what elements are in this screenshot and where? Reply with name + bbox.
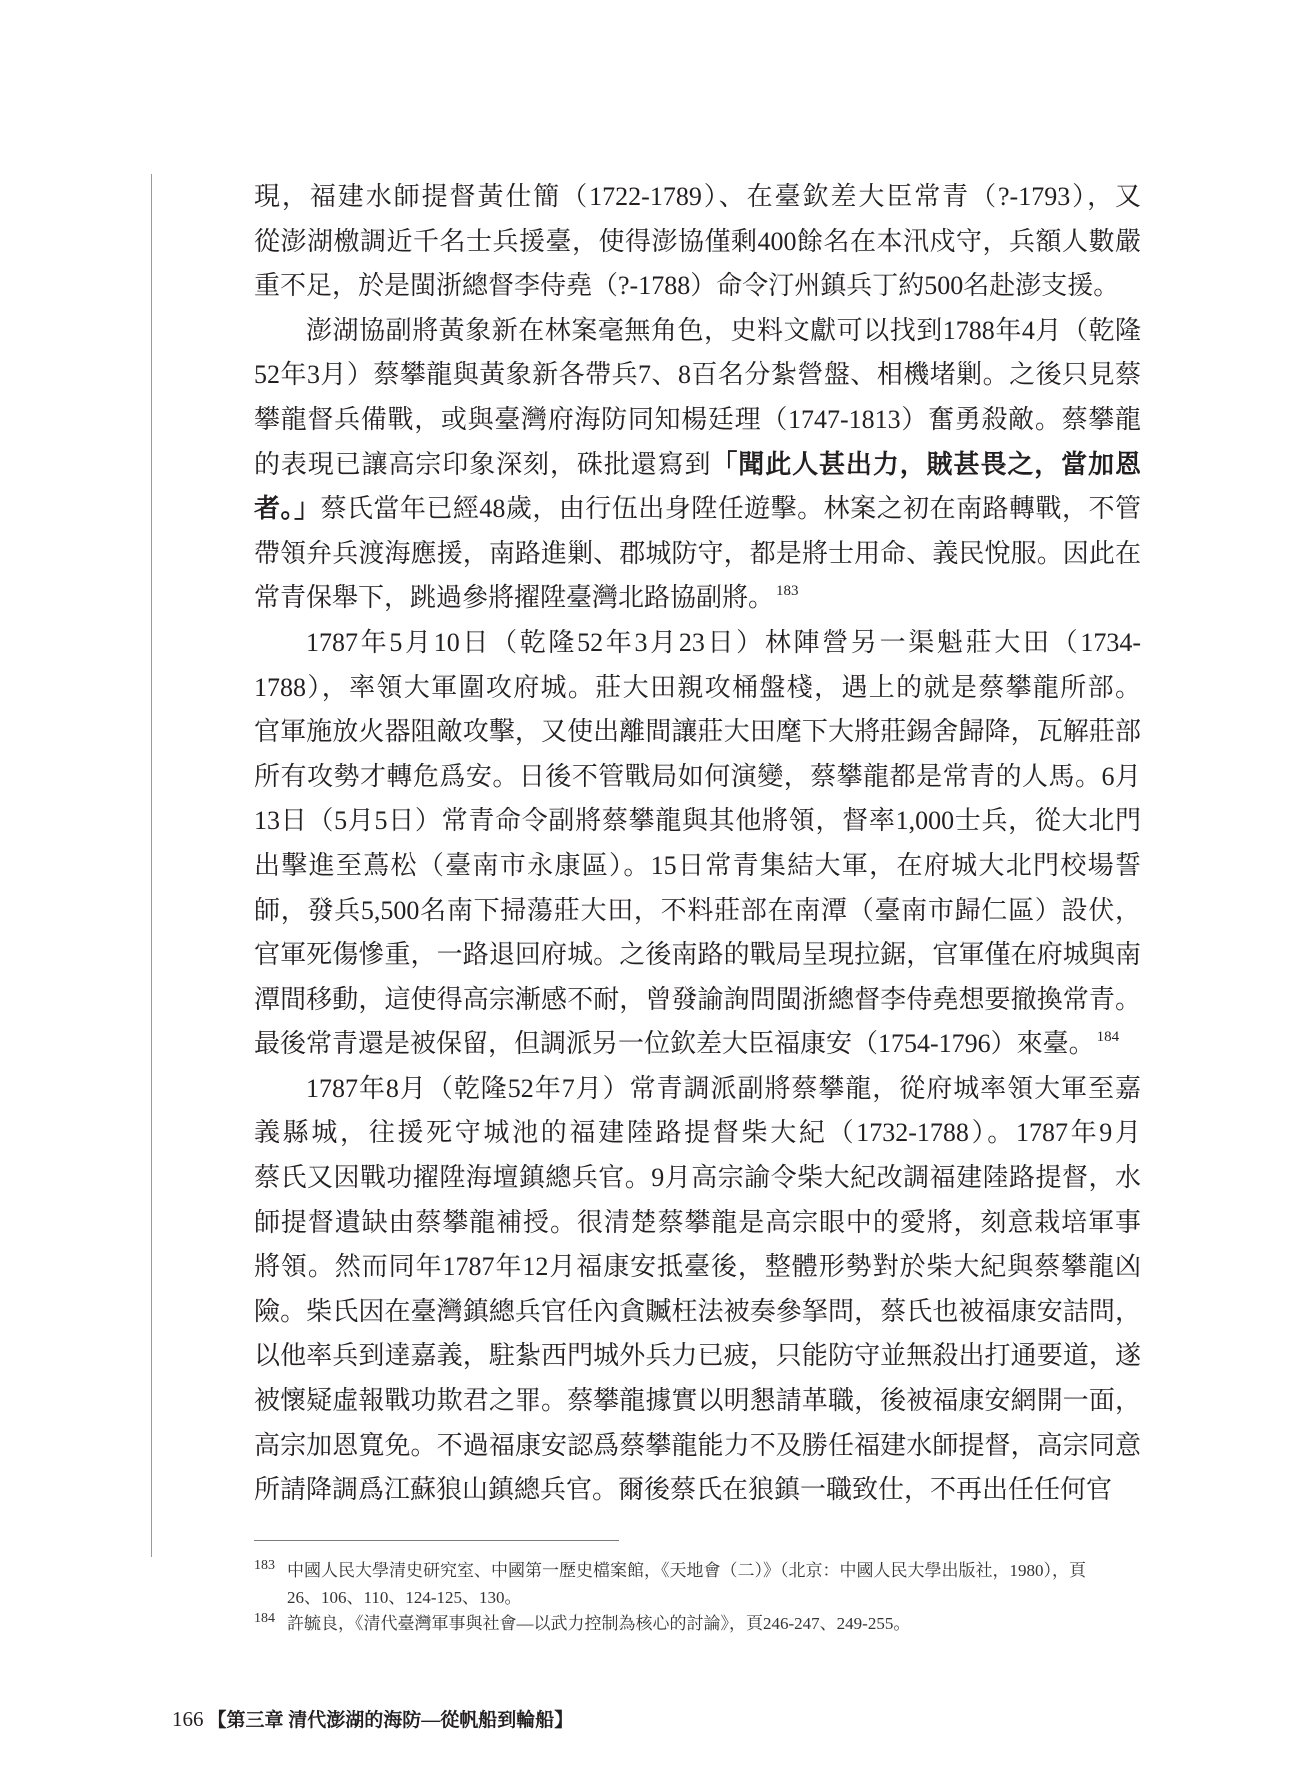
footnote-separator xyxy=(254,1540,619,1541)
body-line xyxy=(254,1022,1141,1067)
body-line xyxy=(254,621,1141,666)
body-text-run: 被懷疑虛報戰功欺君之罪。蔡攀龍據實以明懇請革職，後被福康安網開一面， xyxy=(254,1386,1141,1416)
body-text-run: 出擊進至蔦松（臺南市永康區）。15日常青集結大軍，在府城大北門校場誓 xyxy=(254,850,1141,880)
body-line xyxy=(254,264,1141,309)
body-text-run: 師，發兵5,500名南下掃蕩莊大田，不料莊部在南潭（臺南市歸仁區）設伏， xyxy=(254,895,1141,925)
body-text xyxy=(254,175,1141,1513)
body-text-run: 常青保舉下，跳過參將擢陞臺灣北路協副將。 xyxy=(254,583,775,613)
body-text-run: 以他率兵到達嘉義，駐紮西門城外兵力已疲，只能防守並無殺出打通要道，遂 xyxy=(254,1341,1141,1371)
footnote-number: 184 xyxy=(254,1611,275,1626)
footnotes xyxy=(254,1558,1141,1638)
footnote xyxy=(254,1611,1141,1638)
footnote-number: 183 xyxy=(254,1558,275,1573)
body-text-run: 潭間移動，這使得高宗漸感不耐，曾發諭詢問閩浙總督李侍堯想要撤換常青。 xyxy=(254,984,1141,1014)
margin-rule xyxy=(151,174,152,1557)
body-line xyxy=(254,532,1141,577)
body-line xyxy=(254,1245,1141,1290)
body-line xyxy=(254,1379,1141,1424)
body-line xyxy=(254,576,1141,621)
body-text-run: 1788），率領大軍圍攻府城。莊大田親攻桶盤棧，遇上的就是蔡攀龍所部。 xyxy=(254,672,1141,702)
body-text-run: 最後常青還是被保留，但調派另一位欽差大臣福康安（1754-1796）來臺。 xyxy=(254,1029,1095,1059)
paragraph xyxy=(254,621,1141,1067)
body-line xyxy=(254,487,1141,532)
body-text-run: 蔡氏當年已經48歲，由行伍出身陞任遊擊。林案之初在南路轉戰，不管 xyxy=(320,494,1141,524)
body-text-run: 52年3月）蔡攀龍與黃象新各帶兵7、8百名分紮營盤、相機堵剿。之後只見蔡 xyxy=(254,360,1141,390)
body-text-run: 官軍死傷慘重，一路退回府城。之後南路的戰局呈現拉鋸，官軍僅在府城與南 xyxy=(254,940,1141,970)
body-text-run: 蔡氏又因戰功擢陞海壇鎮總兵官。9月高宗諭令柴大紀改調福建陸路提督，水 xyxy=(254,1163,1141,1193)
body-line xyxy=(254,755,1141,800)
body-line xyxy=(254,933,1141,978)
body-text-run: 的表現已讓高宗印象深刻，硃批還寫到 xyxy=(254,449,712,479)
body-text-run: 官軍施放火器阻敵攻擊，又使出離間讓莊大田麾下大將莊錫舍歸降，瓦解莊部 xyxy=(254,717,1141,747)
footnote-reference: 183 xyxy=(776,583,799,600)
body-text-run: 所有攻勢才轉危爲安。日後不管戰局如何演變，蔡攀龍都是常青的人馬。6月 xyxy=(254,761,1141,791)
body-text-run: 所請降調爲江蘇狼山鎮總兵官。爾後蔡氏在狼鎮一職致仕，不再出任任何官 xyxy=(254,1475,1113,1505)
body-line xyxy=(254,1424,1141,1469)
body-line xyxy=(254,1156,1141,1201)
page-number: 166 xyxy=(172,1707,204,1731)
body-line xyxy=(254,844,1141,889)
body-text-run: 重不足，於是閩浙總督李侍堯（?-1788）命令汀州鎮兵丁約500名赴澎支援。 xyxy=(254,271,1120,301)
body-text-run: 高宗加恩寬免。不過福康安認爲蔡攀龍能力不及勝任福建水師提督，高宗同意 xyxy=(254,1430,1141,1460)
paragraph xyxy=(254,309,1141,621)
body-text-run: 13日（5月5日）常青命令副將蔡攀龍與其他將領，督率1,000士兵，從大北門 xyxy=(254,806,1141,836)
footnote-text: 中國人民大學清史研究室、中國第一歷史檔案館，《天地會（二）》（北京：中國人民大學出版社，1980），頁 xyxy=(287,1561,1086,1580)
body-text-run: 義縣城，往援死守城池的福建陸路提督柴大紀（1732-1788）。1787年9月 xyxy=(254,1118,1141,1148)
body-line xyxy=(254,353,1141,398)
body-line xyxy=(254,978,1141,1023)
body-line xyxy=(254,710,1141,755)
quoted-imperial-rescript: 「聞此人甚出力，賊甚畏之，當加恩 xyxy=(711,449,1141,479)
body-line xyxy=(254,1334,1141,1379)
body-line xyxy=(254,1111,1141,1156)
body-line xyxy=(254,889,1141,934)
body-text-run: 從澎湖檄調近千名士兵援臺，使得澎協僅剩400餘名在本汛戍守，兵額人數嚴 xyxy=(254,226,1141,256)
body-line xyxy=(254,309,1141,354)
running-chapter-title: 【第三章 清代澎湖的海防—從帆船到輪船】 xyxy=(207,1710,574,1731)
body-text-run: 將領。然而同年1787年12月福康安抵臺後，整體形勢對於柴大紀與蔡攀龍凶 xyxy=(254,1252,1141,1282)
body-text-run: 現，福建水師提督黃仕簡（1722-1789）、在臺欽差大臣常青（?-1793），又 xyxy=(254,182,1141,211)
footnote xyxy=(254,1558,1141,1611)
body-line xyxy=(254,1201,1141,1246)
quoted-imperial-rescript: 者。」 xyxy=(254,494,321,524)
page-footer xyxy=(172,1704,573,1737)
paragraph xyxy=(254,175,1141,309)
body-line xyxy=(254,1067,1141,1112)
body-text-run: 1787年8月（乾隆52年7月）常青調派副將蔡攀龍，從府城率領大軍至嘉 xyxy=(306,1073,1141,1103)
body-line xyxy=(254,1290,1141,1335)
paragraph xyxy=(254,1067,1141,1513)
footnote-text: 26、106、110、124-125、130。 xyxy=(287,1587,522,1607)
body-line xyxy=(254,443,1141,488)
body-line xyxy=(254,175,1141,220)
footnote-text: 許毓良，《清代臺灣軍事與社會—以武力控制為核心的討論》，頁246-247、249-255。 xyxy=(287,1614,911,1633)
body-text-run: 1787年5月10日（乾隆52年3月23日）林陣營另一渠魁莊大田（1734- xyxy=(306,627,1141,657)
body-line xyxy=(254,799,1141,844)
body-text-run: 師提督遺缺由蔡攀龍補授。很清楚蔡攀龍是高宗眼中的愛將，刻意栽培軍事 xyxy=(254,1207,1141,1237)
body-line xyxy=(254,220,1141,265)
body-text-run: 帶領弁兵渡海應援，南路進剿、郡城防守，都是將士用命、義民悅服。因此在 xyxy=(254,538,1141,568)
body-text-run: 險。柴氏因在臺灣鎮總兵官任內貪贓枉法被奏參拏問，蔡氏也被福康安詰問， xyxy=(254,1296,1141,1326)
body-line xyxy=(254,666,1141,711)
footnote-reference: 184 xyxy=(1096,1029,1120,1046)
body-line xyxy=(254,398,1141,443)
body-line xyxy=(254,1468,1141,1513)
body-text-run: 澎湖協副將黃象新在林案毫無角色，史料文獻可以找到1788年4月（乾隆 xyxy=(306,315,1141,345)
body-text-run: 攀龍督兵備戰，或與臺灣府海防同知楊廷理（1747-1813）奮勇殺敵。蔡攀龍 xyxy=(254,404,1141,434)
